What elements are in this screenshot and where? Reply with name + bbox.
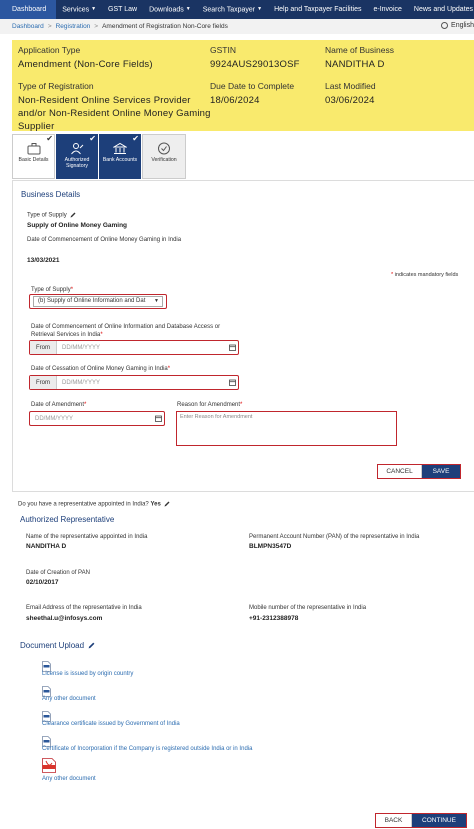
representative-mobile-label: Mobile number of the representative in India (249, 605, 367, 611)
back-button[interactable]: BACK (376, 814, 412, 827)
amendment-date-label: Date of Amendment* (31, 402, 87, 408)
type-of-supply-value: Supply of Online Money Gaming (27, 222, 128, 229)
section-title-document-upload: Document Upload (20, 641, 95, 650)
representative-question: Do you have a representative appointed in India? Yes (18, 501, 170, 508)
gstin: GSTIN 9924AUS29013OSF (210, 45, 300, 70)
document-item[interactable]: Any other document (42, 758, 56, 778)
representative-email-label: Email Address of the representative in India (26, 605, 142, 611)
commencement-oidar-date[interactable]: From DD/MM/YYYY (29, 340, 239, 355)
continue-button[interactable]: CONTINUE (412, 814, 466, 827)
representative-name-label: Name of the representative appointed in India (26, 534, 148, 540)
chevron-down-icon: ▼ (257, 6, 263, 12)
pdf-file-icon (42, 758, 56, 773)
breadcrumb-current: Amendment of Registration Non-Core fields (102, 23, 228, 30)
calendar-icon[interactable] (226, 376, 238, 389)
representative-name-value: NANDITHA D (26, 543, 67, 550)
due-date: Due Date to Complete 18/06/2024 (210, 81, 295, 106)
check-icon: ✔ (89, 134, 96, 143)
type-of-supply-select[interactable]: (b) Supply of Online Information and Dat ▼ (29, 294, 167, 309)
tab-bank-accounts[interactable]: ✔ Bank Accounts (99, 134, 141, 179)
document-item[interactable]: Certificate of Incorporation if the Company is registered outside India or in India (42, 734, 51, 752)
tab-verification[interactable]: Verification (142, 134, 186, 179)
business-details-panel (12, 180, 474, 492)
cancel-button[interactable]: CANCEL (378, 465, 422, 478)
user-signature-icon (70, 142, 84, 155)
document-item[interactable]: Clearance certificate issued by Government of India (42, 709, 51, 727)
pan-date-label: Date of Creation of PAN (26, 570, 90, 576)
breadcrumb-separator: > (47, 23, 52, 30)
breadcrumb (0, 19, 474, 34)
business-name: Name of Business NANDITHA D (325, 45, 394, 70)
pencil-icon[interactable] (164, 501, 170, 507)
wizard-tabs (12, 134, 187, 179)
tab-authorized-signatory[interactable]: ✔ Authorized Signatory (56, 134, 98, 179)
nav-dashboard[interactable]: Dashboard (0, 0, 56, 19)
representative-pan-value: BLMPN3547D (249, 543, 292, 550)
document-item[interactable]: License is issued by origin country (42, 659, 51, 677)
breadcrumb-dashboard[interactable]: Dashboard (12, 23, 44, 30)
chevron-down-icon: ▼ (185, 6, 191, 12)
pan-date-value: 02/10/2017 (26, 579, 59, 586)
calendar-icon[interactable] (152, 412, 164, 425)
top-nav (0, 0, 474, 19)
document-item[interactable]: Any other document (42, 684, 51, 702)
type-of-supply-label: Type of Supply (27, 212, 76, 219)
cessation-date[interactable]: From DD/MM/YYYY (29, 375, 239, 390)
reason-label: Reason for Amendment* (177, 402, 243, 408)
commencement-gaming-value: 13/03/2021 (27, 257, 60, 264)
nav-downloads[interactable]: Downloads ▼ (143, 0, 197, 19)
cessation-label: Date of Cessation of Online Money Gaming in India* (31, 366, 171, 372)
save-button[interactable]: SAVE (422, 465, 460, 478)
nav-gst-law[interactable]: GST Law (108, 6, 138, 13)
check-icon: ✔ (132, 134, 139, 143)
bank-icon (113, 142, 127, 155)
footer-actions (375, 813, 467, 828)
commencement-gaming-label: Date of Commencement of Online Money Gaming in India (27, 237, 182, 243)
amendment-date[interactable]: DD/MM/YYYY (29, 411, 165, 426)
type-select-label: Type of Supply* (31, 287, 74, 293)
language-label: English (451, 22, 474, 29)
pencil-icon[interactable] (70, 212, 76, 218)
last-modified: Last Modified 03/06/2024 (325, 81, 376, 106)
briefcase-icon (27, 142, 41, 155)
mandatory-note: * indicates mandatory fields (391, 272, 459, 278)
nav-services[interactable]: Services ▼ (56, 0, 102, 19)
form-actions (377, 464, 461, 479)
representative-mobile-value: +91-2312388978 (249, 615, 299, 622)
tab-basic-details[interactable]: ✔ Basic Details (12, 134, 55, 179)
breadcrumb-registration[interactable]: Registration (55, 23, 91, 30)
nav-e-invoice[interactable]: e-Invoice (373, 6, 402, 13)
application-summary (12, 40, 474, 131)
nav-news[interactable]: News and Updates (413, 6, 474, 13)
check-circle-icon (157, 142, 171, 155)
commencement-oidar-label: Date of Commencement of Online Information and Database Access or Retrieval Services in India* (31, 324, 221, 338)
representative-pan-label: Permanent Account Number (PAN) of the representative in India (249, 534, 420, 540)
registration-type: Type of Registration Non-Resident Online Services Provider and/or Non-Resident Online Money Gaming Supplier (18, 81, 211, 132)
nav-search-taxpayer[interactable]: Search Taxpayer ▼ (197, 0, 268, 19)
section-title-authorized-representative: Authorized Representative (20, 515, 115, 524)
language-selector[interactable] (441, 22, 474, 29)
section-title-business-details: Business Details (21, 190, 81, 199)
globe-icon (441, 22, 448, 29)
reason-textarea[interactable]: Enter Reason for Amendment (176, 411, 397, 446)
nav-help[interactable]: Help and Taxpayer Facilities (274, 6, 362, 13)
chevron-down-icon: ▼ (91, 6, 97, 12)
breadcrumb-separator: > (94, 23, 99, 30)
representative-email-value: sheethal.u@infosys.com (26, 615, 103, 622)
chevron-down-icon: ▼ (154, 298, 159, 304)
pencil-icon[interactable] (88, 642, 95, 649)
check-icon: ✔ (46, 134, 53, 143)
calendar-icon[interactable] (226, 341, 238, 354)
application-type: Application Type Amendment (Non-Core Fields) (18, 45, 153, 70)
